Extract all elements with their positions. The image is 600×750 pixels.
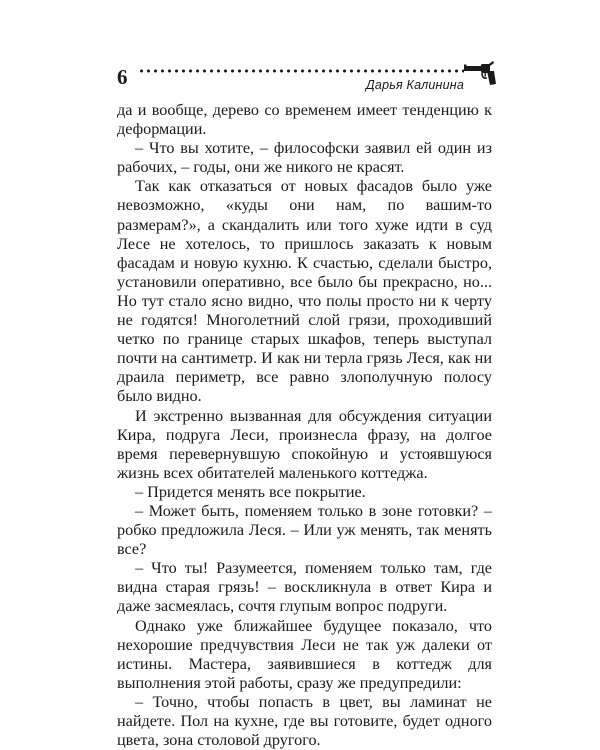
paragraph: – Может быть, поменяем только в зоне готовки? – робко предложила Леся. – Или уж менять, так менять все? — [117, 501, 492, 559]
page-number: 6 — [117, 65, 128, 89]
running-header — [117, 60, 497, 98]
paragraph: И экстренно вызванная для обсуждения ситуации Кира, подруга Леси, произнесла фразу, на долгое время перевернувшую спокойную и устоявшуюся жизнь всех обитателей маленького коттеджа. — [117, 406, 492, 482]
running-header-author: Дарья Калинина — [365, 78, 464, 92]
paragraph: – Точно, чтобы попасть в цвет, вы ламинат не найдете. Пол на кухне, где вы готовите, будет одного цвета, зона столовой другого. — [117, 692, 492, 750]
paragraph: – Что ты! Разумеется, поменяем только там, где видна старая грязь! – воскликнула в ответ Кира и даже засмеялась, сочтя глупым вопрос подруги. — [117, 559, 492, 616]
revolver-icon — [463, 60, 497, 86]
paragraph: Однако уже ближайшее будущее показало, что нехорошие предчувствия Леси не так уж далеки от истины. Мастера, заявившиеся в коттедж для выполнения этой работы, сразу же предупредили: — [117, 616, 492, 692]
paragraph: Так как отказаться от новых фасадов было уже невозможно, «куды они нам, по вашим-то размерам?», а скандалить или того хуже идти в суд Лесе не хотелось, то пришлось заказать к новым фасадам и новую кухню. К счастью, сделали быстро, установили оперативно, все было бы прекрасно, но... Но тут стало ясно видно, что полы просто ни к черту не годятся! Многолетний слой грязи, проходивший четко по границе старых шкафов, теперь выступал почти на сантиметр. И как ни терла грязь Леся, как ни драила периметр, все равно злополучную полосу было видно. — [117, 177, 492, 406]
dotted-rule — [138, 67, 464, 75]
paragraph: – Придется менять все покрытие. — [135, 482, 366, 501]
paragraph: да и вообще, дерево со временем имеет тенденцию к деформации. — [117, 101, 492, 139]
body-text — [117, 101, 492, 750]
paragraph: – Что вы хотите, – философски заявил ей один из рабочих, – годы, они же никого не красят. — [117, 139, 492, 177]
